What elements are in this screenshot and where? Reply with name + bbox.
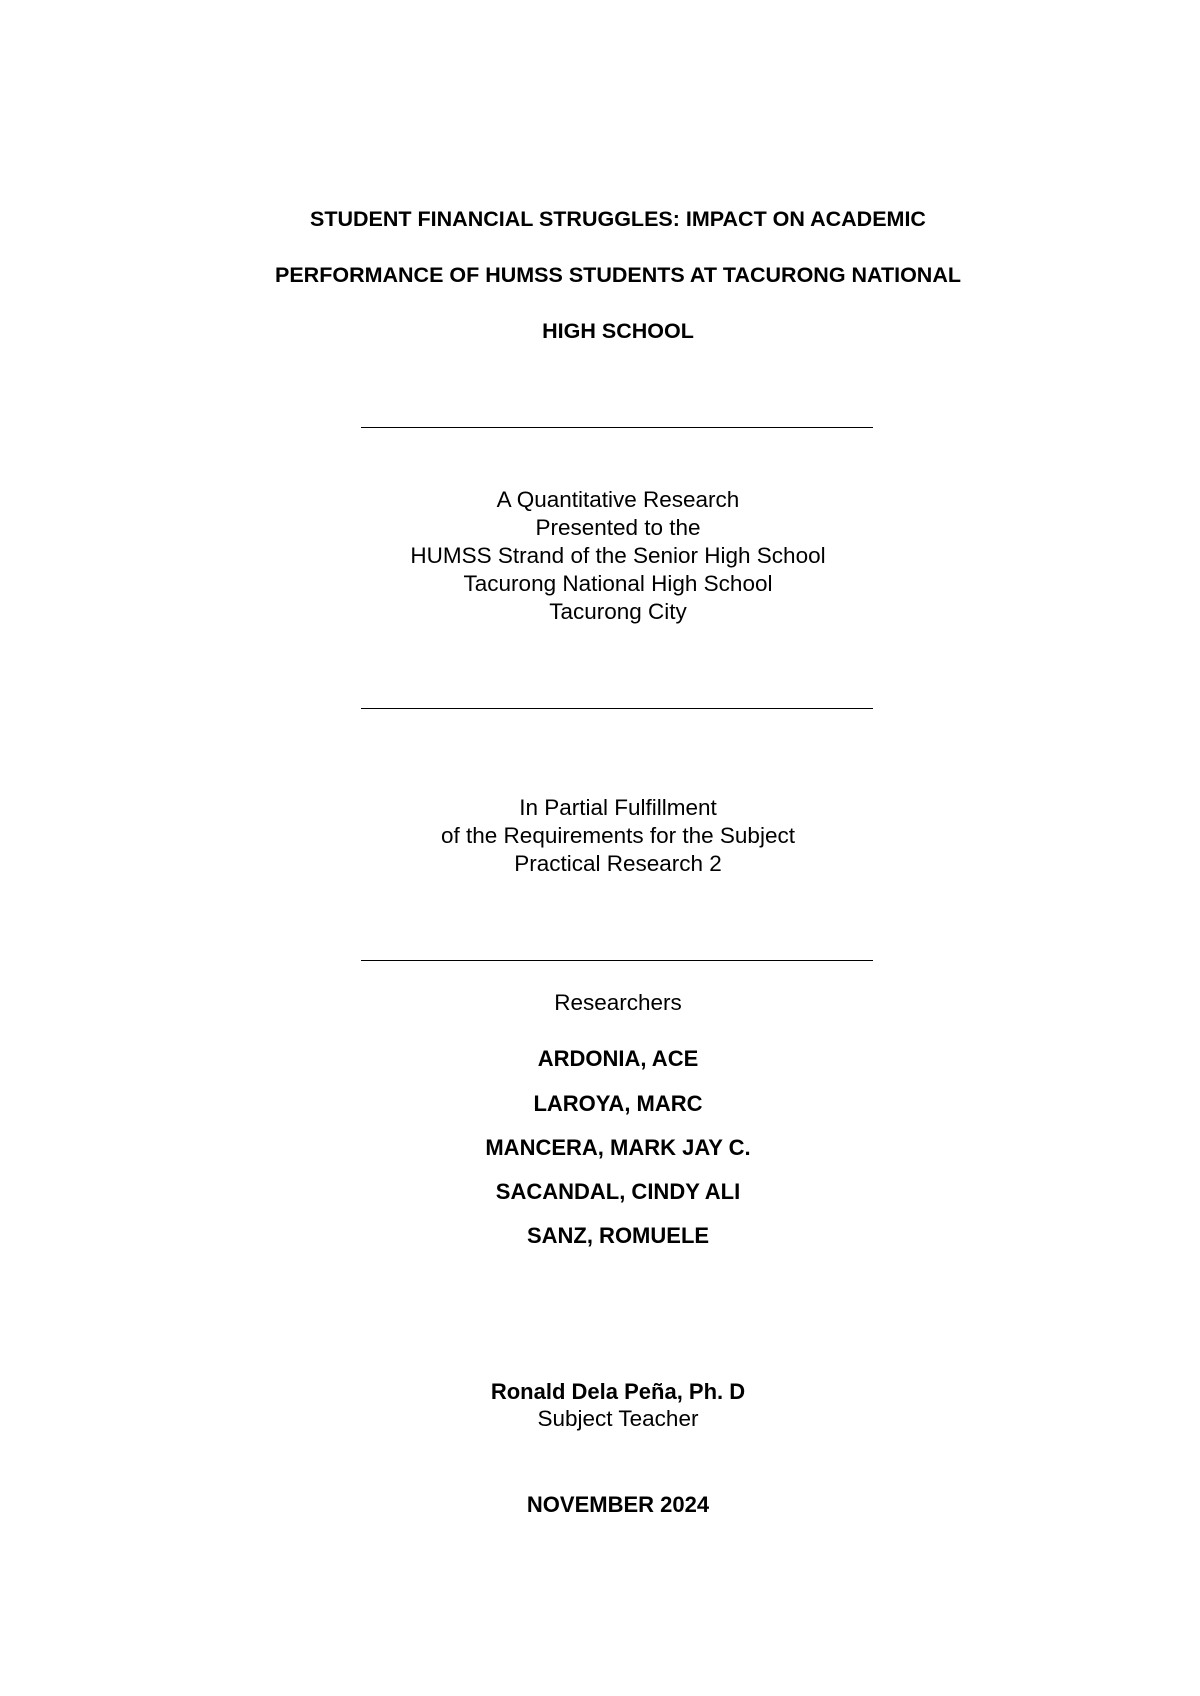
divider-1 bbox=[361, 427, 873, 428]
researcher-name: SACANDAL, CINDY ALI bbox=[495, 1179, 741, 1204]
presentation-line-2: Presented to the bbox=[535, 515, 701, 540]
researchers-heading: Researchers bbox=[554, 990, 682, 1015]
presentation-line-3: HUMSS Strand of the Senior High School bbox=[410, 543, 826, 568]
researcher-name: MANCERA, MARK JAY C. bbox=[485, 1135, 751, 1160]
researcher-name: ARDONIA, ACE bbox=[537, 1046, 699, 1071]
divider-3 bbox=[361, 960, 873, 961]
title-line-3: HIGH SCHOOL bbox=[542, 319, 694, 343]
teacher-name: Ronald Dela Peña, Ph. D bbox=[490, 1379, 746, 1404]
presentation-line-5: Tacurong City bbox=[549, 599, 687, 624]
presentation-block bbox=[0, 486, 1200, 626]
presentation-line-4: Tacurong National High School bbox=[463, 571, 773, 596]
fulfillment-line-1: In Partial Fulfillment bbox=[519, 795, 717, 820]
presentation-line-1: A Quantitative Research bbox=[496, 487, 740, 512]
fulfillment-block bbox=[0, 794, 1200, 878]
teacher-role: Subject Teacher bbox=[537, 1406, 699, 1431]
title-line-1: STUDENT FINANCIAL STRUGGLES: IMPACT ON ACADEMIC bbox=[310, 207, 926, 231]
researcher-name: SANZ, ROMUELE bbox=[526, 1223, 710, 1248]
fulfillment-line-3: Practical Research 2 bbox=[514, 851, 722, 876]
fulfillment-line-2: of the Requirements for the Subject bbox=[441, 823, 795, 848]
researcher-name: LAROYA, MARC bbox=[533, 1091, 703, 1116]
title-line-2: PERFORMANCE OF HUMSS STUDENTS AT TACURONG NATIONAL bbox=[275, 263, 961, 287]
divider-2 bbox=[361, 708, 873, 709]
submission-date: NOVEMBER 2024 bbox=[526, 1492, 710, 1517]
